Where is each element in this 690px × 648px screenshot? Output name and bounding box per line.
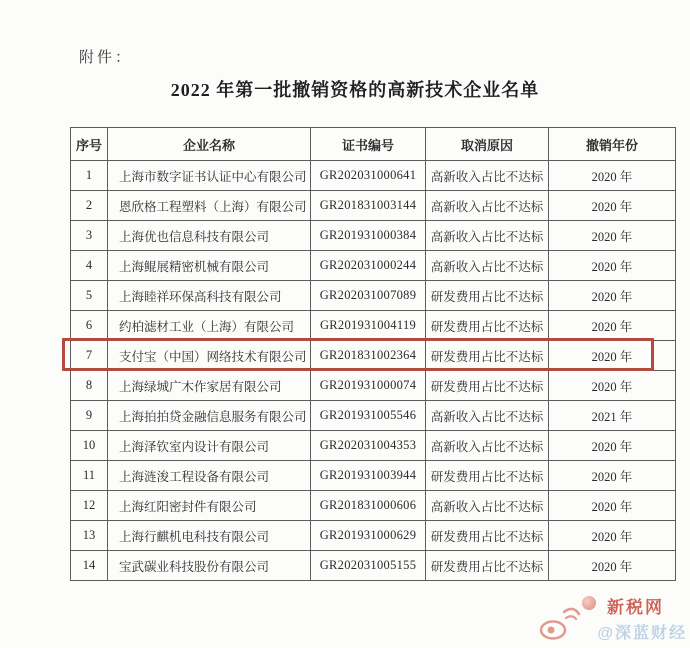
table-row: [71, 461, 676, 491]
cell-certificate-number: GR201931003944: [311, 461, 426, 491]
cell-company-name: 上海行麒机电科技有限公司: [108, 521, 311, 551]
cell-index: 7: [71, 341, 108, 371]
cell-cancel-reason: 研发费用占比不达标: [426, 311, 549, 341]
cell-index: 11: [71, 461, 108, 491]
cell-revocation-year: 2020 年: [549, 491, 676, 521]
cell-cancel-reason: 研发费用占比不达标: [426, 371, 549, 401]
cell-index: 6: [71, 311, 108, 341]
cell-revocation-year: 2020 年: [549, 461, 676, 491]
col-header-certificate-number: 证书编号: [311, 128, 426, 161]
cell-company-name: 上海涟浚工程设备有限公司: [108, 461, 311, 491]
cell-index: 13: [71, 521, 108, 551]
cell-revocation-year: 2020 年: [549, 311, 676, 341]
cell-company-name: 上海睦祥环保高科技有限公司: [108, 281, 311, 311]
table-row: [71, 341, 676, 371]
cell-cancel-reason: 研发费用占比不达标: [426, 341, 549, 371]
col-header-cancel-reason: 取消原因: [426, 128, 549, 161]
table-row: [71, 371, 676, 401]
cell-company-name: 上海市数字证书认证中心有限公司: [108, 161, 311, 191]
watermark: [538, 592, 688, 644]
cell-certificate-number: GR202031000641: [311, 161, 426, 191]
watermark-handle: @深蓝财经: [597, 625, 687, 642]
table-row: [71, 521, 676, 551]
cell-revocation-year: 2020 年: [549, 281, 676, 311]
table-row: [71, 221, 676, 251]
cell-certificate-number: GR201931000384: [311, 221, 426, 251]
cell-cancel-reason: 研发费用占比不达标: [426, 551, 549, 581]
cell-certificate-number: GR202031000244: [311, 251, 426, 281]
cell-certificate-number: GR201831000606: [311, 491, 426, 521]
cell-index: 8: [71, 371, 108, 401]
cell-certificate-number: GR201931000074: [311, 371, 426, 401]
cell-company-name: 上海泽钦室内设计有限公司: [108, 431, 311, 461]
cell-index: 9: [71, 401, 108, 431]
weibo-logo-icon: [538, 602, 582, 642]
table-row: [71, 281, 676, 311]
cell-company-name: 恩欣格工程塑料（上海）有限公司: [108, 191, 311, 221]
table-row: [71, 431, 676, 461]
col-header-company-name: 企业名称: [108, 128, 311, 161]
cell-cancel-reason: 高新收入占比不达标: [426, 431, 549, 461]
cell-index: 5: [71, 281, 108, 311]
cell-revocation-year: 2020 年: [549, 161, 676, 191]
watermark-dot-icon: [582, 596, 596, 610]
table-header-row: [71, 128, 676, 161]
cell-certificate-number: GR201931004119: [311, 311, 426, 341]
cell-cancel-reason: 高新收入占比不达标: [426, 491, 549, 521]
cell-index: 3: [71, 221, 108, 251]
cell-certificate-number: GR202031004353: [311, 431, 426, 461]
cell-company-name: 约柏滤材工业（上海）有限公司: [108, 311, 311, 341]
col-header-revocation-year: 撤销年份: [549, 128, 676, 161]
cell-company-name: 上海鲲展精密机械有限公司: [108, 251, 311, 281]
cell-cancel-reason: 研发费用占比不达标: [426, 281, 549, 311]
cell-index: 4: [71, 251, 108, 281]
table-body: [71, 161, 676, 581]
document-title: 2022 年第一批撤销资格的高新技术企业名单: [170, 80, 540, 100]
cell-certificate-number: GR201931005546: [311, 401, 426, 431]
cell-certificate-number: GR202031005155: [311, 551, 426, 581]
attachment-label: 附件：: [79, 50, 134, 66]
col-header-index: 序号: [71, 128, 108, 161]
cell-certificate-number: GR202031007089: [311, 281, 426, 311]
cell-index: 12: [71, 491, 108, 521]
revocation-table-wrap: [70, 127, 675, 581]
table-row: [71, 491, 676, 521]
cell-cancel-reason: 高新收入占比不达标: [426, 251, 549, 281]
cell-company-name: 上海绿城广木作家居有限公司: [108, 371, 311, 401]
cell-company-name: 支付宝（中国）网络技术有限公司: [108, 341, 311, 371]
cell-index: 2: [71, 191, 108, 221]
table-row: [71, 311, 676, 341]
table-row: [71, 401, 676, 431]
table-row: [71, 251, 676, 281]
cell-index: 10: [71, 431, 108, 461]
cell-revocation-year: 2020 年: [549, 521, 676, 551]
revocation-table: [70, 127, 676, 581]
cell-certificate-number: GR201831003144: [311, 191, 426, 221]
table-row: [71, 191, 676, 221]
cell-revocation-year: 2020 年: [549, 221, 676, 251]
cell-company-name: 宝武碳业科技股份有限公司: [108, 551, 311, 581]
cell-cancel-reason: 高新收入占比不达标: [426, 221, 549, 251]
cell-cancel-reason: 高新收入占比不达标: [426, 401, 549, 431]
cell-company-name: 上海红阳密封件有限公司: [108, 491, 311, 521]
cell-revocation-year: 2020 年: [549, 371, 676, 401]
cell-cancel-reason: 高新收入占比不达标: [426, 161, 549, 191]
cell-index: 1: [71, 161, 108, 191]
cell-company-name: 上海优也信息科技有限公司: [108, 221, 311, 251]
cell-cancel-reason: 研发费用占比不达标: [426, 521, 549, 551]
cell-revocation-year: 2020 年: [549, 431, 676, 461]
table-row: [71, 161, 676, 191]
cell-index: 14: [71, 551, 108, 581]
cell-certificate-number: GR201831002364: [311, 341, 426, 371]
cell-revocation-year: 2021 年: [549, 401, 676, 431]
cell-revocation-year: 2020 年: [549, 341, 676, 371]
cell-revocation-year: 2020 年: [549, 191, 676, 221]
watermark-site-name: 新税网: [607, 598, 664, 617]
cell-company-name: 上海拍拍贷金融信息服务有限公司: [108, 401, 311, 431]
cell-certificate-number: GR201931000629: [311, 521, 426, 551]
cell-cancel-reason: 高新收入占比不达标: [426, 191, 549, 221]
table-row: [71, 551, 676, 581]
cell-revocation-year: 2020 年: [549, 251, 676, 281]
cell-cancel-reason: 研发费用占比不达标: [426, 461, 549, 491]
cell-revocation-year: 2020 年: [549, 551, 676, 581]
